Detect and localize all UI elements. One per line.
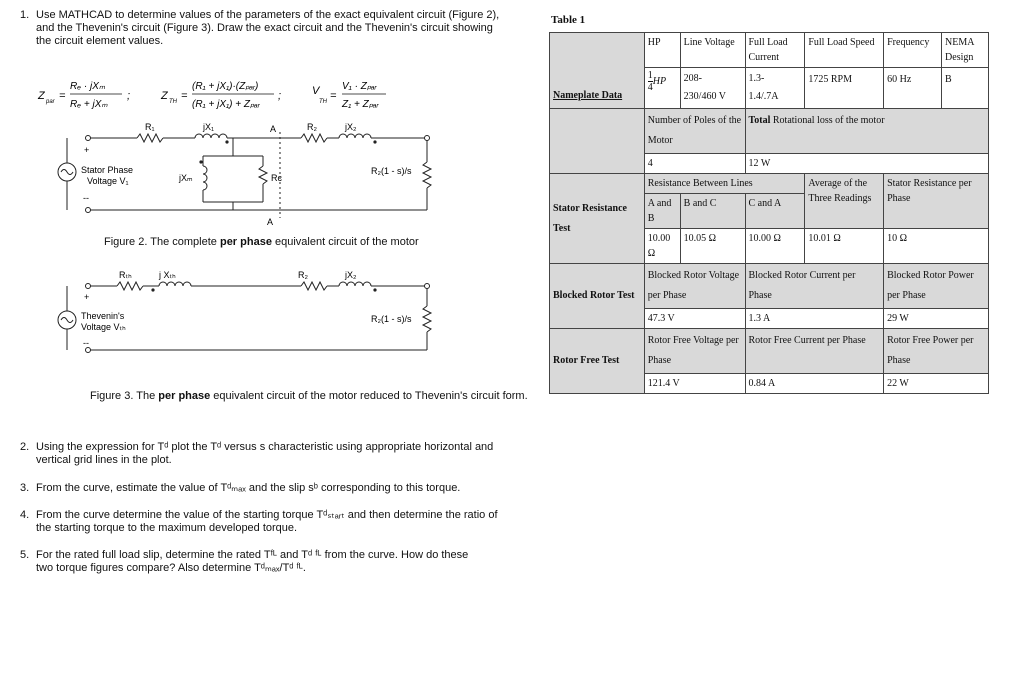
voltage-value: 208- 230/460 V — [680, 68, 745, 109]
figure-3-caption: Figure 3. The per phase equivalent circuit of the motor reduced to Thevenin's circuit form. — [90, 390, 528, 402]
r-ca-value: 10.00 Ω — [745, 229, 805, 264]
eq-zth-sub: TH — [169, 99, 177, 105]
eq-zpar-lhs: Z — [38, 90, 45, 102]
eq-vth-lhs: V — [312, 85, 320, 97]
equations — [30, 72, 400, 120]
jx2-label: jX₂ — [345, 270, 357, 280]
stator-res-phase-label: Stator Resistance per Phase — [884, 174, 989, 229]
poles-value: 4 — [644, 154, 745, 174]
eq-zpar-num: Rₑ · jXₘ — [70, 81, 106, 92]
eq-zth-den: (R₁ + jX₁) + Zₚₐᵣ — [192, 99, 260, 110]
question-1 — [20, 9, 530, 49]
r-bc-value: 10.05 Ω — [680, 229, 745, 264]
source-label: Stator Phase — [81, 165, 134, 175]
b-and-c-label: B and C — [680, 194, 745, 229]
jxth-inductor — [159, 282, 191, 286]
question-number: 2. — [20, 441, 30, 453]
eq-zth-lhs: Z — [161, 90, 168, 102]
r-phase-value: 10 Ω — [884, 229, 989, 264]
jx2-inductor — [339, 282, 371, 286]
jx2-inductor — [339, 134, 371, 138]
r1-label: R₁ — [145, 122, 155, 132]
frequency-value: 60 Hz — [884, 68, 942, 109]
eq-zpar-sub: par — [46, 99, 55, 105]
question-text-line: the starting torque to the maximum developed torque. — [36, 522, 298, 534]
hp-value: $\frac{1}{4}$ HP — [644, 68, 680, 109]
question-text-line: Use MATHCAD to determine values of the parameters of the exact equivalent circuit (Figure 2), — [36, 9, 500, 21]
svg-text:=: = — [59, 90, 66, 102]
rf-current-value: 0.84 A — [745, 374, 884, 394]
minus-label: -- — [83, 338, 89, 348]
load-resistor — [423, 162, 431, 188]
rc-label: Rᴄ — [271, 173, 282, 183]
figure-2-circuit — [55, 118, 440, 230]
svg-text:=: = — [181, 90, 188, 102]
question-text-line: and the Thevenin's circuit (Figure 3). Draw the exact circuit and the Thevenin's circuit showing — [36, 22, 493, 34]
table-title: Table 1 — [551, 14, 586, 26]
poles-label: Number of Poles of the Motor — [644, 109, 745, 154]
stator-test-label: Stator Resistance Test — [550, 174, 645, 264]
jx2-label: jX₂ — [345, 122, 357, 132]
rf-power-value: 22 W — [884, 374, 989, 394]
question-2 — [20, 441, 530, 469]
r2-resistor — [301, 134, 327, 142]
eq-vth-num: V₁ · Zₚₐᵣ — [342, 81, 377, 92]
r-avg-value: 10.01 Ω — [805, 229, 884, 264]
br-voltage-value: 47.3 V — [644, 309, 745, 329]
question-text-line: Using the expression for Tᵈ plot the Tᵈ versus s characteristic using appropriate horizontal and — [36, 441, 494, 453]
load-label: R₂(1 - s)/s — [371, 314, 412, 324]
eq-zpar-den: Rₑ + jXₘ — [70, 99, 108, 110]
terminal — [86, 348, 91, 353]
minus-label: -- — [83, 193, 89, 203]
rf-power-label: Rotor Free Power per Phase — [884, 329, 989, 374]
question-text-line: From the curve determine the value of the starting torque Tᵈₛₜₐᵣₜ and then determine the ratio of — [36, 509, 498, 521]
svg-text:=: = — [330, 90, 337, 102]
load-resistor — [423, 306, 431, 332]
eq-sep: ; — [278, 90, 282, 102]
r1-resistor — [137, 134, 163, 142]
a-and-b-label: A and B — [644, 194, 680, 229]
nema-value: B — [942, 68, 989, 109]
question-text-line: For the rated full load slip, determine the rated Tᶠᴸ and Tᵈ ᶠᴸ from the curve. How do these — [36, 549, 469, 561]
jxth-label: j Xₜₕ — [159, 270, 176, 280]
eq-vth-den: Z₁ + Zₚₐᵣ — [342, 99, 379, 110]
rc-resistor — [259, 166, 267, 184]
question-3 — [20, 482, 530, 497]
question-5 — [20, 549, 530, 577]
terminal — [425, 284, 430, 289]
question-number: 4. — [20, 509, 30, 521]
rf-voltage-value: 121.4 V — [644, 374, 745, 394]
question-text-line: two torque figures compare? Also determine Tᵈₘₐₓ/Tᵈ ᶠᴸ. — [36, 562, 306, 574]
source-label: Voltage Vₜₕ — [81, 322, 126, 332]
terminal — [86, 208, 91, 213]
question-4 — [20, 509, 530, 537]
hdr-full-load-speed: Full Load Speed — [805, 33, 884, 68]
figure-3-circuit — [55, 266, 440, 358]
plus-label: + — [84, 292, 90, 302]
hdr-frequency: Frequency — [884, 33, 942, 68]
plus-label: + — [84, 145, 90, 155]
question-number: 3. — [20, 482, 30, 494]
hdr-nema: NEMA Design — [942, 33, 989, 68]
br-power-label: Blocked Rotor Power per Phase — [884, 264, 989, 309]
jx1-label: jX₁ — [203, 122, 215, 132]
br-current-value: 1.3 A — [745, 309, 884, 329]
question-number: 1. — [20, 9, 30, 21]
blocked-rotor-label: Blocked Rotor Test — [550, 264, 645, 329]
current-value: 1.3- 1.4/.7A — [745, 68, 805, 109]
jxm-label: jXₘ — [179, 173, 193, 183]
hdr-full-load-current: Full Load Current — [745, 33, 805, 68]
figure-2-caption: Figure 2. The complete per phase equivalent circuit of the motor — [104, 236, 419, 248]
motor-data-table — [549, 32, 989, 394]
c-and-a-label: C and A — [745, 194, 805, 229]
jx1-inductor — [195, 134, 227, 138]
terminal — [86, 284, 91, 289]
eq-sep: ; — [127, 90, 131, 102]
question-text-line: the circuit element values. — [36, 35, 164, 47]
r2-label: R₂ — [298, 270, 308, 280]
r2-resistor — [301, 282, 327, 290]
question-text-line: vertical grid lines in the plot. — [36, 454, 172, 466]
res-between-lines-label: Resistance Between Lines — [644, 174, 805, 194]
eq-vth-sub: TH — [319, 99, 327, 105]
avg-three-label: Average of the Three Readings — [805, 174, 884, 229]
r-ab-value: 10.00 Ω — [644, 229, 680, 264]
rth-resistor — [117, 282, 143, 290]
r2-label: R₂ — [307, 122, 317, 132]
nameplate-label-cell: Nameplate Data — [550, 33, 645, 109]
hdr-line-voltage: Line Voltage — [680, 33, 745, 68]
source-label: Voltage V₁ — [87, 176, 129, 186]
rot-loss-label: Total Rotational loss of the motor — [745, 109, 989, 154]
node-a2-label: A — [267, 217, 274, 227]
rf-voltage-label: Rotor Free Voltage per Phase — [644, 329, 745, 374]
terminal — [86, 136, 91, 141]
rf-current-label: Rotor Free Current per Phase — [745, 329, 884, 374]
rth-label: Rₜₕ — [119, 270, 132, 280]
br-current-label: Blocked Rotor Current per Phase — [745, 264, 884, 309]
load-label: R₂(1 - s)/s — [371, 166, 412, 176]
rot-loss-value: 12 W — [745, 154, 989, 174]
node-a-label: A — [270, 124, 277, 134]
terminal — [425, 136, 430, 141]
jxm-inductor — [203, 166, 207, 190]
eq-zth-num: (R₁ + jX₁)·(Zₚₐᵣ) — [192, 81, 259, 92]
question-number: 5. — [20, 549, 30, 561]
br-voltage-label: Blocked Rotor Voltage per Phase — [644, 264, 745, 309]
br-power-value: 29 W — [884, 309, 989, 329]
rotor-free-label: Rotor Free Test — [550, 329, 645, 394]
source-label: Thevenin's — [81, 311, 125, 321]
speed-value: 1725 RPM — [805, 68, 884, 109]
hdr-hp: HP — [644, 33, 680, 68]
question-text-line: From the curve, estimate the value of Tᵈₘₐₓ and the slip sᵇ corresponding to this torque. — [36, 482, 461, 494]
